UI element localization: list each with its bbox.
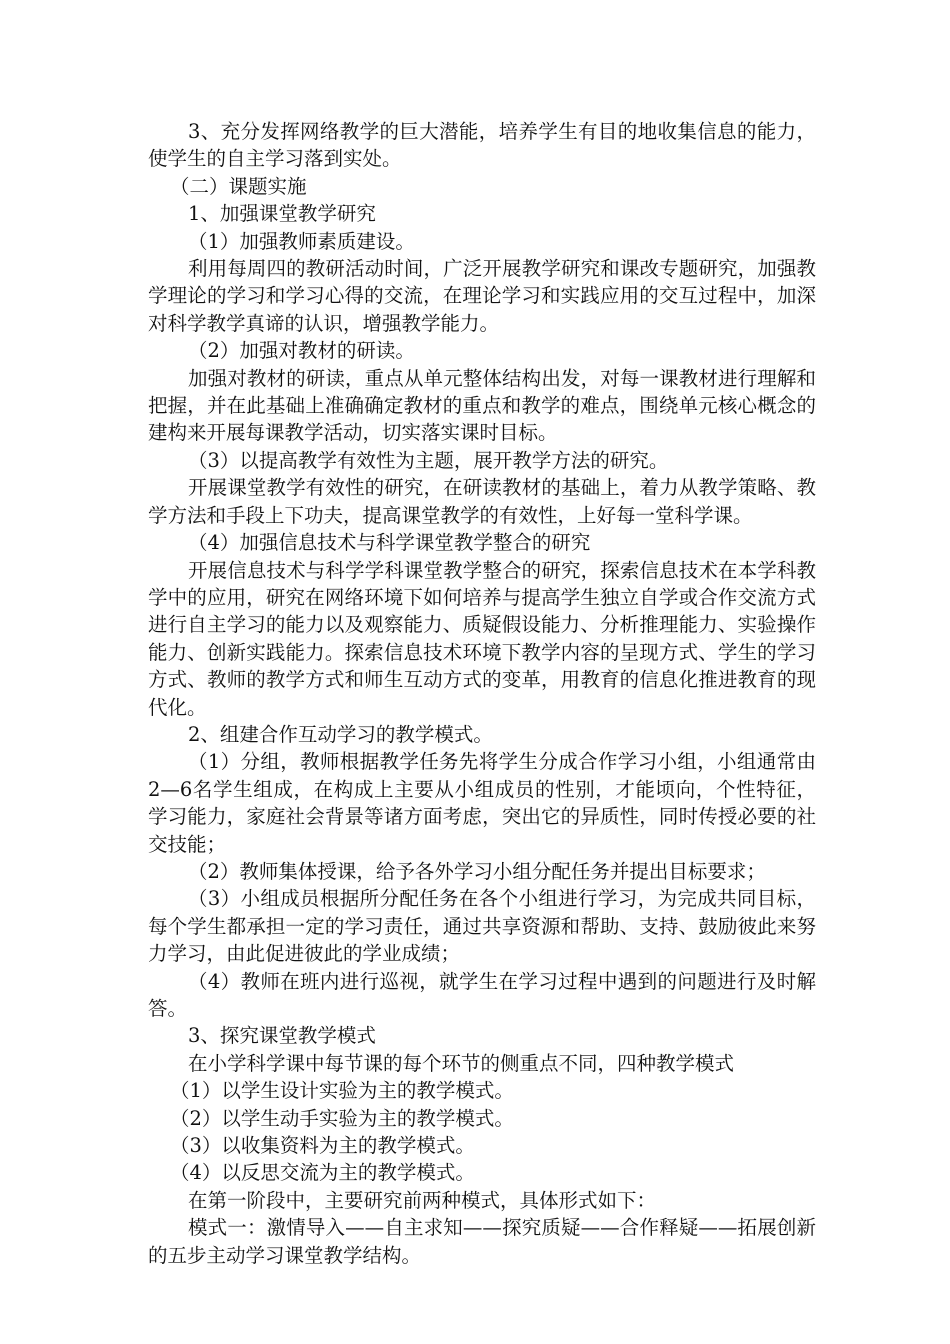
item-heading-1-3: （3）以提高教学有效性为主题，展开教学方法的研究。 xyxy=(188,448,669,472)
subsection-heading-2: 2、组建合作互动学习的教学模式。 xyxy=(188,722,493,746)
mode-list-item-1: （1）以学生设计实验为主的教学模式。 xyxy=(170,1079,514,1103)
paragraph-four-modes: 在小学科学课中每节课的每个环节的侧重点不同，四种教学模式 xyxy=(188,1051,735,1075)
item-heading-1-2: （2）加强对教材的研读。 xyxy=(188,339,415,363)
paragraph-teacher-tour: （4）教师在班内进行巡视，就学生在学习过程中遇到的问题进行及时解答。 xyxy=(148,969,816,1020)
paragraph-group-learning: （3）小组成员根据所分配任务在各个小组进行学习，为完成共同目标，每个学生都承担一定的学习责任，通过共享资源和帮助、支持、鼓励彼此来努力学习，由此促进彼此的学业成绩； xyxy=(148,887,816,966)
paragraph-mode-one: 模式一：激情导入——自主求知——探究质疑——合作释疑——拓展创新的五步主动学习课堂教学结构。 xyxy=(148,1216,816,1267)
mode-list-item-3: （3）以收集资料为主的教学模式。 xyxy=(170,1134,475,1158)
paragraph-phase-one: 在第一阶段中，主要研究前两种模式，具体形式如下： xyxy=(188,1188,657,1212)
subsection-heading-3: 3、探究课堂教学模式 xyxy=(188,1024,376,1048)
mode-list-item-4: （4）以反思交流为主的教学模式。 xyxy=(170,1161,475,1185)
paragraph-it-integration: 开展信息技术与科学学科课堂教学整合的研究，探索信息技术在本学科教学中的应用，研究在网络环境下如何培养与提高学生独立自学或合作交流方式进行自主学习的能力以及观察能力、质疑假设能力、分析推理能力、实验操作能力、创新实践能力。探索信息技术环境下教学内容的呈现方式、学生的学习方式、教师的教学方式和师生互动方式的变革，用教育的信息化推进教育的现代化。 xyxy=(148,558,816,719)
item-heading-1-4: （4）加强信息技术与科学课堂教学整合的研究 xyxy=(188,531,591,555)
subsection-heading-1: 1、加强课堂教学研究 xyxy=(188,202,376,226)
paragraph-textbook-study: 加强对教材的研读，重点从单元整体结构出发，对每一课教材进行理解和把握，并在此基础上准确确定教材的重点和教学的难点，围绕单元核心概念的建构来开展每课教学活动，切实落实课时目标。 xyxy=(148,366,816,445)
mode-list-item-2: （2）以学生动手实验为主的教学模式。 xyxy=(170,1106,514,1130)
paragraph-grouping: （1）分组，教师根据教学任务先将学生分成合作学习小组，小组通常由2—6名学生组成，在构成上主要从小组成员的性别，才能顷向，个性特征，学习能力，家庭社会背景等诸方面考虑，突出它的异质性，同时传授必要的社交技能； xyxy=(148,750,816,856)
section-heading-implementation: （二）课题实施 xyxy=(170,174,307,198)
document-body xyxy=(148,118,816,1269)
paragraph-teacher-quality: 利用每周四的教研活动时间，广泛开展教学研究和课改专题研究，加强教学理论的学习和学习心得的交流，在理论学习和实践应用的交互过程中，加深对科学教学真谛的认识，增强教学能力。 xyxy=(148,257,816,335)
paragraph-goal-3: 3、充分发挥网络教学的巨大潜能，培养学生有目的地收集信息的能力，使学生的自主学习落到实处。 xyxy=(148,120,816,171)
item-heading-1-1: （1）加强教师素质建设。 xyxy=(188,229,415,253)
paragraph-group-teaching: （2）教师集体授课，给予各外学习小组分配任务并提出目标要求； xyxy=(188,859,766,883)
paragraph-effectiveness: 开展课堂教学有效性的研究，在研读教材的基础上，着力从教学策略、教学方法和手段上下功夫，提高课堂教学的有效性，上好每一堂科学课。 xyxy=(148,476,816,527)
